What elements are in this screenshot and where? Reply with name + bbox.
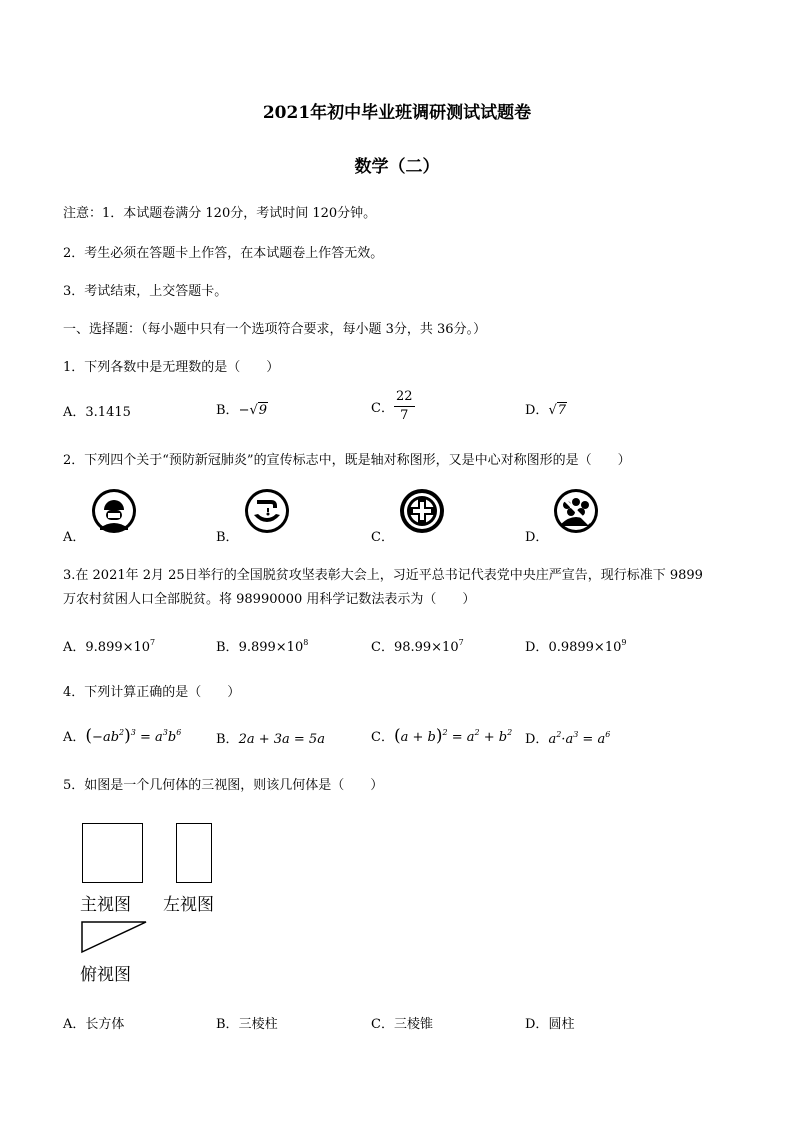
top-view-triangle	[80, 920, 148, 954]
q3-d-base: 0.9899×10	[548, 640, 622, 655]
q5-d-text: 圆柱	[548, 1017, 575, 1032]
q1-option-a	[63, 401, 131, 420]
front-view-label: 主视图	[80, 895, 131, 915]
q4-option-c	[371, 726, 512, 746]
q2-b-label: B．	[216, 530, 239, 545]
section-heading: 一、选择题：（每小题中只有一个选项符合要求，每小题 3分，共 36分。）	[63, 322, 487, 337]
hand-washing-icon	[244, 488, 290, 534]
q5-option-a	[63, 1013, 124, 1032]
q5-option-c	[371, 1013, 433, 1032]
q2-c-label: C．	[371, 530, 394, 545]
sqrt-icon: √9	[249, 403, 268, 418]
q4-option-a	[63, 726, 181, 746]
q5-a-text: 长方体	[85, 1017, 125, 1032]
no-crowd-icon	[553, 488, 599, 534]
q4-option-d	[525, 728, 610, 747]
q1-stem: 1．下列各数中是无理数的是（ ）	[63, 360, 280, 375]
sqrt-icon: √7	[548, 403, 567, 418]
q3-stem-line2: 万农村贫困人口全部脱贫。将 98990000 用科学记数法表示为（ ）	[63, 592, 476, 607]
q2-d-label: D．	[525, 530, 549, 545]
left-view-rectangle	[176, 823, 212, 883]
q2-a-label: A．	[63, 530, 86, 545]
q5-d-label: D．	[525, 1017, 549, 1032]
q5-a-label: A．	[63, 1017, 86, 1032]
exam-title: 2021年初中毕业班调研测试试题卷	[262, 103, 532, 123]
q1-option-c	[371, 388, 415, 425]
q4-d-expression: $a^2\cdot a^3 = a^6$	[548, 730, 611, 747]
cross-plus-icon	[399, 488, 445, 534]
q2-stem: 2．下列四个关于“预防新冠肺炎”的宣传标志中，既是轴对称图形，又是中心对称图形的是（ ）	[63, 453, 631, 468]
q3-c-base: 98.99×10	[393, 640, 459, 655]
q3-c-exponent: 7	[458, 638, 464, 647]
q4-c-label: C．	[371, 730, 394, 745]
q4-d-label: D．	[525, 732, 549, 747]
note-2: 2．考生必须在答题卡上作答，在本试题卷上作答无效。	[63, 246, 384, 261]
q1-option-d	[525, 399, 567, 418]
q1-d-label: D．	[525, 403, 549, 418]
q3-a-label: A．	[63, 640, 86, 655]
q3-d-label: D．	[525, 640, 549, 655]
q4-a-expression: $(-ab^2)^3 = a^3b^6$	[85, 726, 182, 746]
note-3: 3．考试结束，上交答题卡。	[63, 284, 228, 299]
q3-a-base: 9.899×10	[85, 640, 151, 655]
q5-b-label: B．	[216, 1017, 239, 1032]
q4-a-label: A．	[63, 730, 86, 745]
q3-b-exponent: 8	[303, 638, 309, 647]
q1-b-radicand: 9	[258, 403, 268, 418]
q5-b-text: 三棱柱	[238, 1017, 278, 1032]
top-view-label: 俯视图	[80, 965, 131, 985]
q5-option-d	[525, 1013, 574, 1032]
q3-b-base: 9.899×10	[238, 640, 304, 655]
q5-option-b	[216, 1013, 278, 1032]
q1-a-text: 3.1415	[85, 405, 131, 420]
q3-option-b	[216, 636, 308, 655]
q3-a-exponent: 7	[150, 638, 156, 647]
q3-option-d	[525, 636, 626, 655]
q4-c-expression: $(a + b)^2 = a^2 + b^2$	[393, 726, 513, 746]
q1-c-numerator: 22	[394, 388, 415, 407]
q4-stem: 4．下列计算正确的是（ ）	[63, 685, 241, 700]
left-view-label: 左视图	[163, 895, 214, 915]
q1-c-label: C．	[371, 401, 394, 416]
q3-option-c	[371, 636, 464, 655]
q3-option-a	[63, 636, 155, 655]
exam-subtitle: 数学（二）	[354, 157, 440, 177]
q1-b-sign: −	[238, 403, 250, 418]
q5-c-label: C．	[371, 1017, 394, 1032]
q3-d-exponent: 9	[621, 638, 627, 647]
q4-option-b	[216, 728, 325, 747]
q1-a-label: A．	[63, 405, 86, 420]
q1-option-b	[216, 399, 268, 418]
q4-b-label: B．	[216, 732, 239, 747]
q1-d-radicand: 7	[557, 403, 567, 418]
q3-stem-line1: 3.在 2021年 2月 25日举行的全国脱贫攻坚表彰大会上，习近平总书记代表党中央庄严宣告，现行标准下 9899	[63, 568, 703, 583]
q1-b-label: B．	[216, 403, 239, 418]
q3-c-label: C．	[371, 640, 394, 655]
q5-stem: 5．如图是一个几何体的三视图，则该几何体是（ ）	[63, 778, 384, 793]
q3-b-label: B．	[216, 640, 239, 655]
q4-b-expression: 2a + 3a = 5a	[238, 732, 325, 747]
front-view-square	[82, 823, 143, 883]
q1-c-denominator: 7	[400, 408, 409, 423]
note-1: 注意：1．本试题卷满分 120分，考试时间 120分钟。	[63, 206, 377, 221]
q5-c-text: 三棱锥	[393, 1017, 433, 1032]
masked-person-icon	[91, 488, 137, 534]
